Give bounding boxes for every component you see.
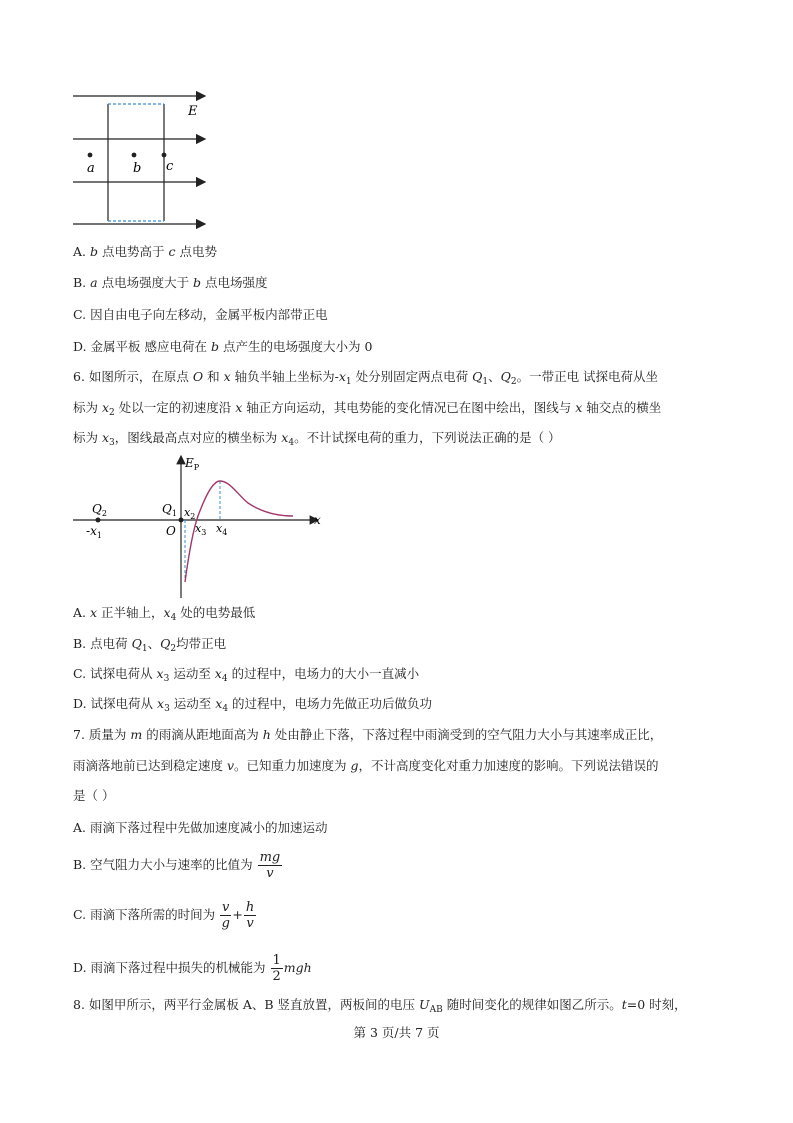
label-ep: $E_P$ [185, 456, 200, 472]
q8-stem-line1: 8. 如图甲所示，两平行金属板 A、B 竖直放置，两板间的电压 $U_{AB}$ 随时间变化的规律如图乙所示。t=0 时刻， [73, 997, 687, 1015]
q7-option-b: B. 空气阻力大小与速率的比值为 $\frac{mg}{v}$ [73, 850, 281, 881]
charge-q2-dot [96, 518, 101, 523]
q5-option-a: A. b 点电势高于 c 点电势 [73, 244, 217, 259]
label-E: E [188, 104, 198, 119]
label-b: b [133, 161, 142, 176]
label-x2: $x_2$ [184, 506, 196, 521]
point-b-dot [132, 153, 137, 158]
q7-stem-line2: 雨滴落地前已达到稳定速度 v。已知重力加速度为 g，不计高度变化对重力加速度的影响。下列说法错误的 [73, 758, 659, 773]
q6-option-a: A. x 正半轴上，$x_4$ 处的电势最低 [73, 605, 256, 623]
q5-option-d: D. 金属平板 感应电荷在 b 点产生的电场强度大小为 0 [73, 339, 373, 354]
q6-stem-line3: 标为 $x_3$，图线最高点对应的横坐标为 $x_4$。不计试探电荷的重力，下列说法正确的是（ ） [73, 430, 561, 448]
label-neg-x1: $-x_1$ [86, 524, 102, 540]
fraction-v-over-g: $\frac{v}{g}$ [221, 900, 230, 931]
q6-option-d: D. 试探电荷从 $x_3$ 运动至 $x_4$ 的过程中，电场力先做正功后做负功 [73, 696, 433, 714]
potential-energy-graph [68, 450, 338, 600]
label-a: a [87, 161, 95, 176]
label-x3: $x_3$ [195, 522, 207, 537]
point-c-dot [162, 153, 167, 158]
fraction-h-over-v: $\frac{h}{v}$ [245, 900, 255, 931]
q6-stem-line1: 6. 如图所示，在原点 O 和 x 轴负半轴上坐标为$-x_1$ 处分别固定两点电荷 $Q_1$、$Q_2$。一带正电 试探电荷从坐 [73, 369, 659, 387]
label-q2: $Q_2$ [92, 502, 107, 518]
label-origin: O [166, 524, 176, 538]
fraction-one-half: $\frac{1}{2}$ [272, 953, 281, 984]
q7-stem-line3: 是（ ） [73, 788, 115, 803]
point-a-dot [88, 153, 93, 158]
label-x-axis: x [314, 513, 321, 527]
q6-option-c: C. 试探电荷从 $x_3$ 运动至 $x_4$ 的过程中，电场力的大小一直减小 [73, 666, 420, 684]
q5-option-c: C. 因自由电子向左移动，金属平板内部带正电 [73, 307, 328, 322]
q6-option-b: B. 点电荷 $Q_1$、$Q_2$均带正电 [73, 636, 227, 654]
q7-option-c: C. 雨滴下落所需的时间为 $\frac{v}{g}$ + $\frac{h}{v}$ [73, 900, 255, 931]
q7-stem-line1: 7. 质量为 m 的雨滴从距地面高为 h 处由静止下落，下落过程中雨滴受到的空气阻力大小与其速率成正比， [73, 727, 663, 742]
field-diagram [68, 88, 218, 238]
q6-stem-line2: 标为 $x_2$ 处以一定的初速度沿 x 轴正方向运动，其电势能的变化情况已在图中绘出，图线与 x 轴交点的横坐 [73, 400, 662, 418]
charge-q1-dot [179, 518, 184, 523]
q5-option-b: B. a 点电场强度大于 b 点电场强度 [73, 275, 268, 290]
label-c: c [166, 159, 174, 174]
fraction-mg-over-v: $\frac{mg}{v}$ [259, 850, 281, 881]
q7-option-d: D. 雨滴下落过程中损失的机械能为 $\frac{1}{2}$ mgh [73, 953, 312, 984]
label-x4: $x_4$ [216, 522, 228, 537]
q7-option-a: A. 雨滴下落过程中先做加速度减小的加速运动 [73, 820, 328, 835]
label-q1: $Q_1$ [162, 502, 177, 518]
page-footer: 第 3 页/共 7 页 [353, 1025, 440, 1040]
